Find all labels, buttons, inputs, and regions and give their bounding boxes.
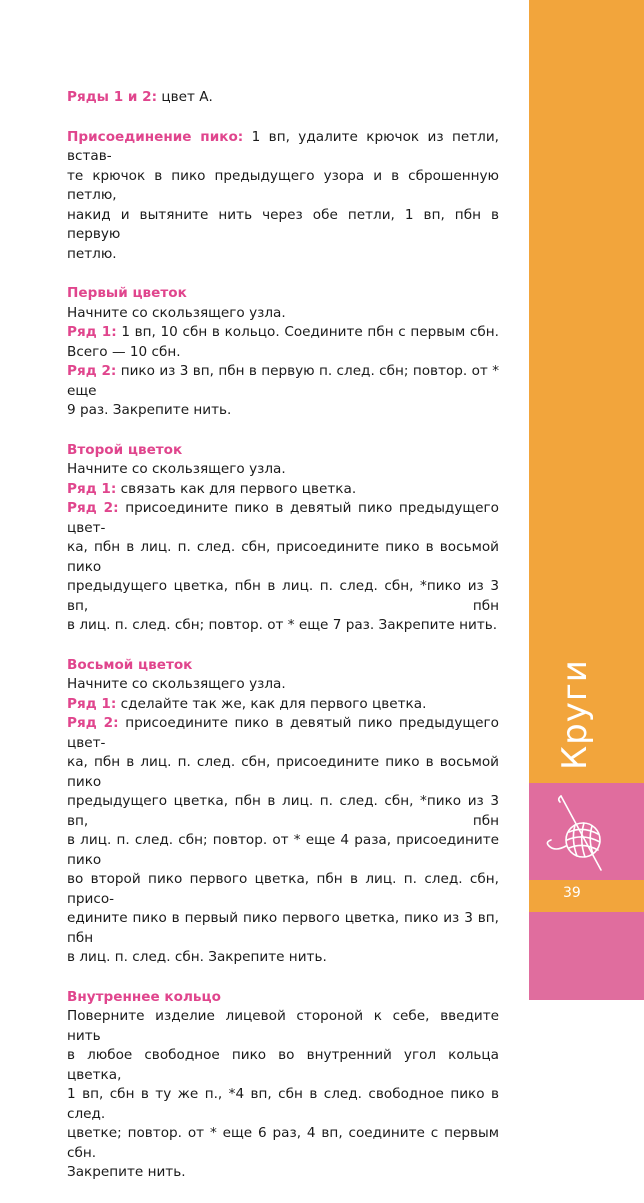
sidebar-page-number-band	[529, 880, 644, 912]
first-flower-row2-line2: 9 раз. Закрепите нить.	[67, 402, 232, 418]
first-flower-row1-line2: Всего — 10 сбн.	[67, 343, 181, 360]
first-flower-start: Начните со скользящего узла.	[67, 304, 286, 321]
joining-line-4: петлю.	[67, 245, 117, 262]
second-flower-heading: Второй цветок	[67, 441, 183, 458]
yarn-ball-hook-icon	[537, 790, 617, 872]
page-content	[67, 88, 499, 1203]
eighth-flower-row2-line2: ка, пбн в лиц. п. след. сбн, присоедините пико в восьмой пико	[67, 754, 499, 790]
eighth-flower-row2-line6: едините пико в первый пико первого цветка, пико из 3 вп, пбн	[67, 910, 499, 946]
section-sidebar	[529, 0, 644, 1000]
sidebar-bottom-band	[529, 912, 644, 1000]
second-flower-start: Начните со скользящего узла.	[67, 461, 286, 477]
inner-ring-heading: Внутреннее кольцо	[67, 988, 221, 1005]
page-number: 39	[563, 885, 581, 901]
joining-line-1: 1 вп, удалите крючок из петли, встав-	[67, 128, 499, 164]
inner-ring-line-3: 1 вп, сбн в ту же п., *4 вп, сбн в след. свободное пико в след.	[67, 1086, 499, 1122]
eighth-flower-row2-line3: предыдущего цветка, пбн в лиц. п. след. сбн, *пико из 3 вп, пбн	[67, 793, 499, 829]
first-flower-section	[67, 284, 499, 421]
inner-ring-section	[67, 988, 499, 1183]
inner-ring-line-4: цветке; повтор. от * еще 6 раз, 4 вп, соедините с первым сбн.	[67, 1125, 499, 1161]
second-flower-row2-label: Ряд 2:	[67, 500, 119, 516]
first-flower-row2-label: Ряд 2:	[67, 363, 117, 379]
second-flower-row1-label: Ряд 1:	[67, 480, 117, 497]
rows-1-2-text: цвет А.	[157, 89, 213, 105]
second-flower-row2-line3: предыдущего цветка, пбн в лиц. п. след. сбн, *пико из 3 вп, пбн	[67, 578, 499, 614]
joining-line-2: те крючок в пико предыдущего узора и в сброшенную петлю,	[67, 167, 499, 203]
second-flower-section	[67, 441, 499, 636]
second-flower-row2-line2: ка, пбн в лиц. п. след. сбн, присоедините пико в восьмой пико	[67, 539, 499, 575]
second-flower-row2-line4: в лиц. п. след. сбн; повтор. от * еще 7 раз. Закрепите нить.	[67, 617, 498, 633]
eighth-flower-row2-line5: во второй пико первого цветка, пбн в лиц. п. след. сбн, присо-	[67, 871, 499, 907]
first-flower-heading: Первый цветок	[67, 285, 187, 301]
eighth-flower-row2-line4: в лиц. п. след. сбн; повтор. от * еще 4 раза, присоедините пико	[67, 832, 499, 868]
eighth-flower-start: Начните со скользящего узла.	[67, 676, 286, 692]
rows-1-2-label: Ряды 1 и 2:	[67, 89, 158, 105]
inner-ring-line-2: в любое свободное пико во внутренний угол кольца цветка,	[67, 1047, 499, 1083]
joining-label: Присоединение пико:	[67, 128, 244, 145]
section-title: Круги	[555, 659, 595, 770]
second-flower-row1-text: связать как для первого цветка.	[116, 480, 357, 497]
eighth-flower-row1-text: сделайте так же, как для первого цветка.	[116, 695, 427, 712]
inner-ring-line-1: Поверните изделие лицевой стороной к себе, введите нить	[67, 1008, 499, 1044]
rows-1-2-section	[67, 88, 499, 108]
inner-ring-line-5: Закрепите нить.	[67, 1164, 186, 1180]
first-flower-row2-line1: пико из 3 вп, пбн в первую п. след. сбн; повтор. от * еще	[67, 363, 499, 399]
joining-line-3: накид и вытяните нить через обе петли, 1 вп, пбн в первую	[67, 206, 499, 242]
first-flower-row1-line1: 1 вп, 10 сбн в кольцо. Соедините пбн с первым сбн.	[116, 324, 499, 340]
eighth-flower-row2-label: Ряд 2:	[67, 715, 119, 731]
eighth-flower-row2-line7: в лиц. п. след. сбн. Закрепите нить.	[67, 949, 327, 965]
second-flower-row2-line1: присоедините пико в девятый пико предыдущего цвет-	[67, 500, 499, 536]
eighth-flower-section	[67, 656, 499, 968]
first-flower-row1-label: Ряд 1:	[67, 324, 117, 340]
eighth-flower-heading: Восьмой цветок	[67, 656, 193, 673]
joining-section	[67, 128, 499, 265]
eighth-flower-row1-label: Ряд 1:	[67, 695, 117, 712]
eighth-flower-row2-line1: присоедините пико в девятый пико предыдущего цвет-	[67, 715, 499, 751]
